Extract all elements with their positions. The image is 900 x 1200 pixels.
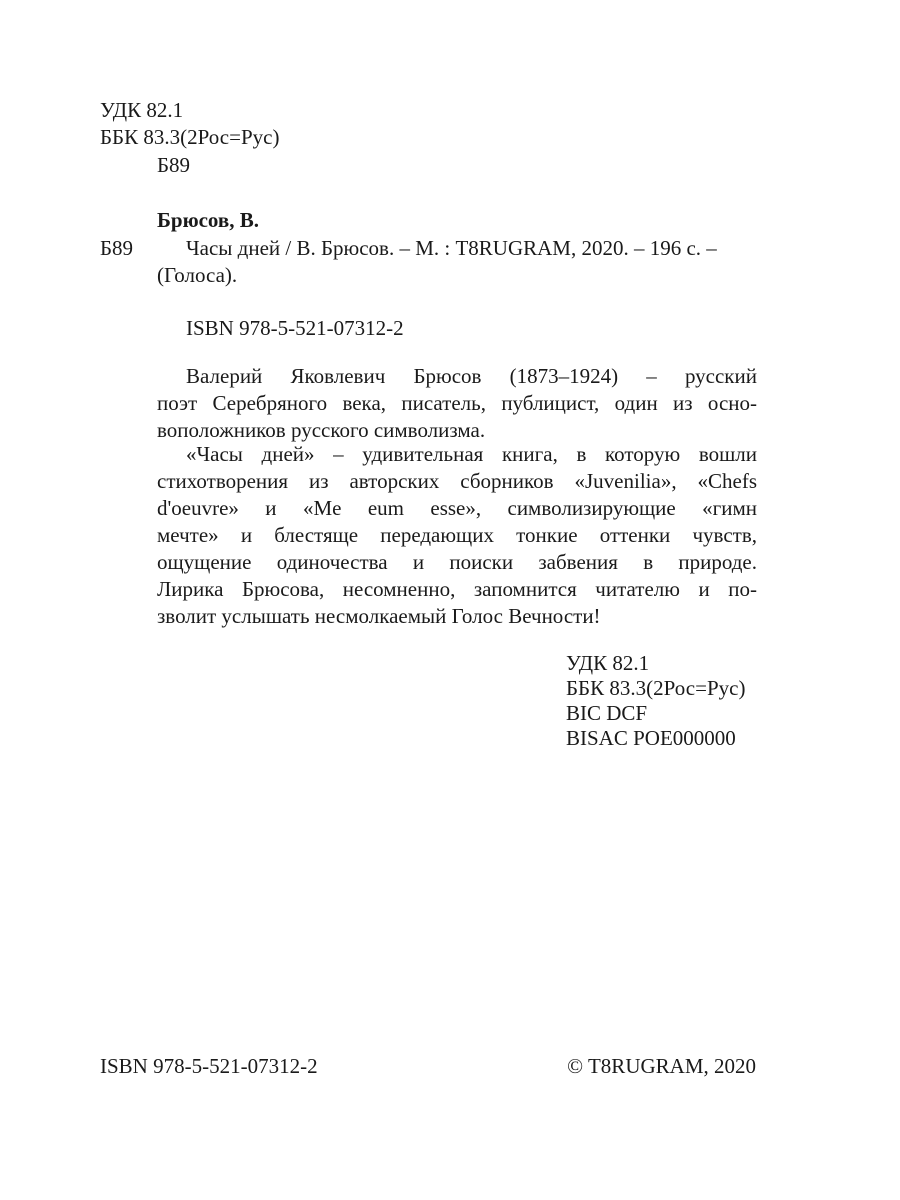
annotation-line: поэт Серебряного века, писатель, публицист, один из осно- bbox=[157, 391, 757, 415]
udk-code: УДК 82.1 bbox=[100, 98, 184, 122]
annotation-line: d'oeuvre» и «Me eum esse», символизирующие «гимн bbox=[157, 496, 757, 520]
author-mark: Б89 bbox=[157, 153, 191, 177]
entry-description-line2: (Голоса). bbox=[157, 263, 238, 287]
classification-bisac: BISAC POE000000 bbox=[566, 726, 736, 750]
classification-udk: УДК 82.1 bbox=[566, 651, 650, 675]
annotation-line: ощущение одиночества и поиски забвения в природе. bbox=[157, 550, 757, 574]
entry-mark: Б89 bbox=[100, 236, 134, 260]
annotation-line: зволит услышать несмолкаемый Голос Вечности! bbox=[157, 604, 601, 628]
annotation-line: воположников русского символизма. bbox=[157, 418, 486, 442]
entry-description-line1: Часы дней / В. Брюсов. – М. : T8RUGRAM, 2020. – 196 с. – bbox=[186, 236, 717, 260]
classification-bbk: ББК 83.3(2Рос=Рус) bbox=[566, 676, 746, 700]
annotation-line: Лирика Брюсова, несомненно, запомнится читателю и по- bbox=[157, 577, 757, 601]
footer-isbn: ISBN 978-5-521-07312-2 bbox=[100, 1054, 318, 1078]
annotation-paragraph-1 bbox=[157, 363, 757, 444]
entry-isbn: ISBN 978-5-521-07312-2 bbox=[186, 316, 404, 340]
annotation-line: Валерий Яковлевич Брюсов (1873–1924) – русский bbox=[186, 364, 757, 388]
author-name: Брюсов, В. bbox=[157, 208, 260, 232]
annotation-line: стихотворения из авторских сборников «Juvenilia», «Chefs bbox=[157, 469, 757, 493]
classification-bic: BIC DCF bbox=[566, 701, 648, 725]
footer-copyright: © T8RUGRAM, 2020 bbox=[567, 1054, 756, 1078]
annotation-paragraph-2 bbox=[157, 441, 757, 630]
annotation-line: мечте» и блестяще передающих тонкие оттенки чувств, bbox=[157, 523, 757, 547]
annotation-line: «Часы дней» – удивительная книга, в которую вошли bbox=[186, 442, 757, 466]
bbk-code: ББК 83.3(2Рос=Рус) bbox=[100, 125, 280, 149]
